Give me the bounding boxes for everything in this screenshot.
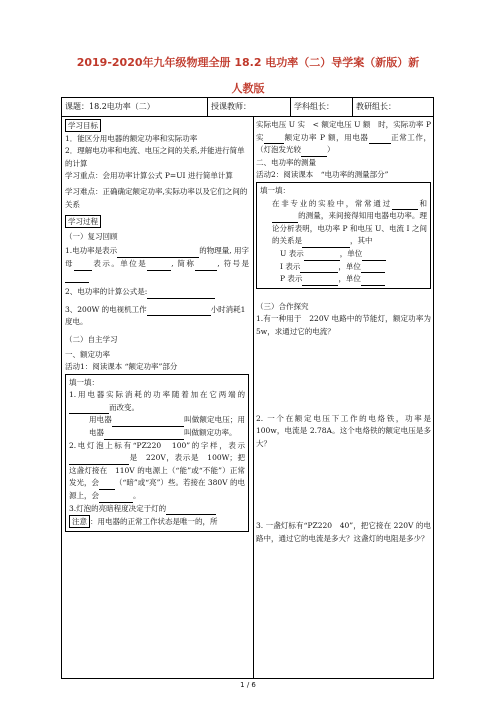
difficulty: 学习难点：正确确定额定功率,实际功率以及它们之间的关系 (65, 186, 248, 209)
rated-power-heading: 一、额定功率 (65, 349, 110, 359)
fill-in-box-1 (65, 374, 249, 532)
activity-2: 活动2：阅读课本 “电功率的测量部分” (256, 170, 389, 180)
teacher-cell: 授课教师： (207, 98, 290, 116)
self-study-heading: （二）自主学习 (65, 334, 118, 344)
review-question-3: 3、200W 的电视机工作 小时消耗1度电。 (65, 304, 246, 327)
fill-question-1: 1.用电器实际消耗的功率随着加在它两端的而改变。 (69, 389, 245, 414)
title-line-2: 人教版 (231, 82, 265, 95)
right-column (256, 119, 431, 545)
goals-heading: 学习目标 (65, 119, 101, 132)
goal-1: 1．能区分用电器的额定功率和实际功率 (65, 133, 198, 143)
fill-question-2: 2.电灯泡上标有“PZ220 100”的字样，表示是 220V，表示是 100W；把这盏灯接在 110V 的电源上（“能”或“不能”）正常发光，会 （“暗”或“亮”）些。若接在 380V 的电源上，会 。 (69, 440, 245, 503)
review-heading: （一）复习回顾 (65, 231, 118, 241)
grade-leader-cell: 教研组长： (352, 98, 435, 116)
activity-1: 活动1：阅读课本 “额定功率”部分 (65, 362, 178, 372)
process-heading: 学习过程 (65, 215, 101, 228)
lesson-table (61, 97, 434, 679)
actual-power-continuation: 实际电压 U 实 < 额定电压 U 额 时，实际功率 P 实 额定功率 P 额，用电器 正常工作，（灯泡发光较 ） (256, 119, 431, 157)
fill-in-box-2 (256, 182, 431, 289)
fill-heading: 填一填： (69, 377, 99, 387)
i-row: I 表示 ，单位 (260, 261, 427, 274)
topic-cell: 课题：18.2电功率（二） (65, 102, 155, 111)
goal-2: 2．理解电功率和电流、电压之间的关系,并能进行简单的计算 (65, 146, 245, 168)
subject-leader-cell: 学科组长： (290, 98, 352, 116)
review-question-1: 1.电功率是表示 的物理量, 用字母 表示。单位是 , 简称 , 符号是 (65, 245, 249, 283)
measurement-text: 在非专业的实验中，常常通过 和的测量，来间接得知用电器电功率。理论分析表明，电功率 P 和电压 U、电流 I 之间的关系是 ，其中 (260, 198, 427, 248)
page-number: 1 / 6 (240, 681, 256, 689)
question-2: 2. 一个在额定电压下工作的电烙铁，功率是 100w，电流是 2.78A。这个电烙铁的额定电压是多大？ (256, 413, 431, 448)
explore-heading: （三）合作探究 (256, 301, 309, 311)
u-row: U 表示 ，单位 (260, 248, 427, 261)
review-question-2: 2、电功率的计算公式是: (65, 286, 249, 299)
p-row: P 表示 ，单位 (260, 273, 427, 286)
key-point: 学习重点：会用功率计算公式 P=UI 进行简单计算 (65, 171, 233, 181)
left-column (65, 119, 249, 532)
title-line-1: 2019-2020年九年级物理全册 18.2 电功率（二）导学案（新版）新 (76, 56, 420, 69)
measure-heading: 二、电功率的测量 (256, 157, 316, 167)
fill-heading-2: 填一填： (260, 185, 290, 195)
note-tag: 注意 (69, 515, 90, 528)
fill-question-3: 3.灯泡的亮暗程度决定于灯的 (69, 503, 245, 516)
question-1: 1.有一种用于 220V 电路中的节能灯，额定功率为 5w，求通过它的电流？ (256, 314, 431, 336)
document-title (0, 50, 496, 102)
fill-rated-voltage: 用电器 叫做额定电压；用电器 叫做额定功率。 (69, 414, 245, 439)
question-3: 3. 一盏灯标有“PZ220 40”，把它接在 220V 的电路中，通过它的电流是多大？这盏灯的电阻是多少？ (256, 521, 431, 543)
column-divider (253, 116, 254, 679)
note: 注意 ：用电器的正常工作状态是唯一的，所 (69, 515, 245, 529)
header-row (62, 98, 433, 117)
